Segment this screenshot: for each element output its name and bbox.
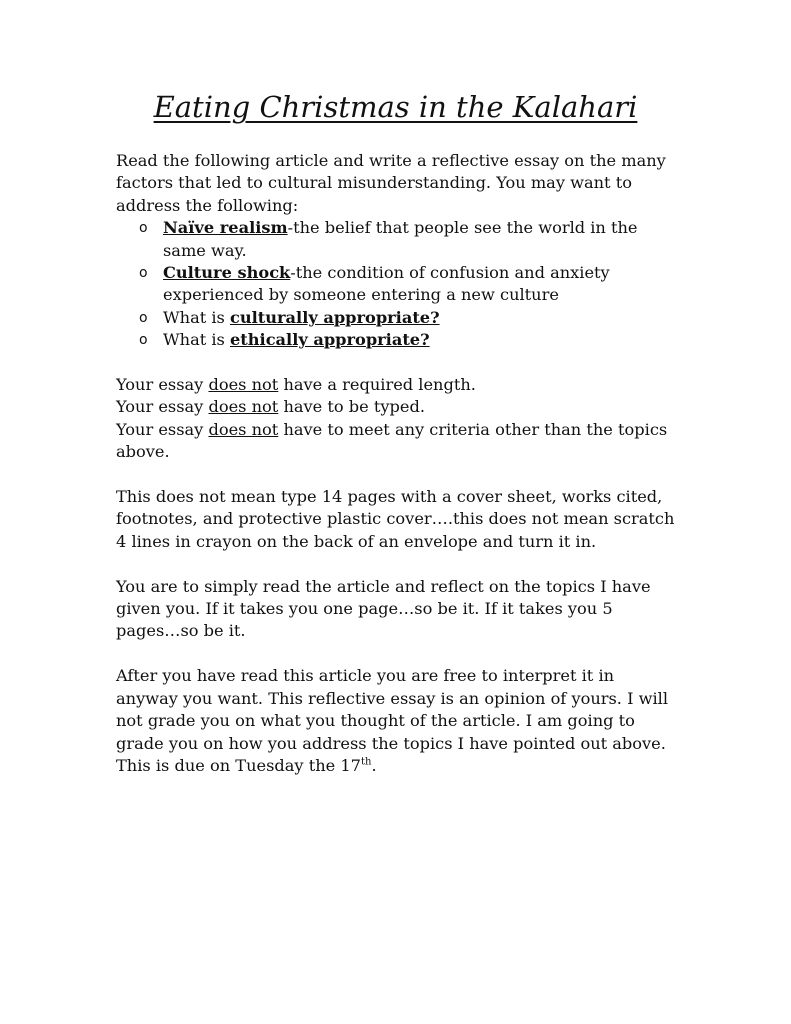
topic-description: -the belief that people see the world in the same way.: [163, 218, 638, 260]
topic-item-naive-realism: [139, 217, 676, 262]
requirement-text: have to be typed.: [278, 397, 425, 417]
topic-term: Culture shock: [163, 263, 291, 283]
topic-description: -the condition of confusion and anxiety experienced by someone entering a new culture: [163, 263, 610, 305]
intro-paragraph: Read the following article and write a reflective essay on the many factors that led to cultural misunderstanding. You may want to address the following:: [116, 151, 666, 215]
paragraph-gap: [116, 643, 676, 665]
topic-prefix: What is: [163, 330, 230, 350]
grading-text: After you have read this article you are free to interpret it in anyway you want. This reflective essay is an opinion of yours. I will not grade you on what you thought of the article. I am going to grade you on how you address the topics I have pointed out above. This is due on Tuesday the 17: [116, 666, 669, 775]
paragraph-gap: [116, 352, 676, 374]
topic-term: Naïve realism: [163, 218, 288, 238]
requirement-text: have a required length.: [278, 375, 476, 395]
instructions-paragraph: You are to simply read the article and reflect on the topics I have given you. If it takes you one page…so be it. If it takes you 5 pages…so be it.: [116, 576, 651, 641]
requirement-emphasis: does not: [208, 375, 279, 395]
requirement-line-criteria: [116, 419, 676, 464]
page-title: Eating Christmas in the Kalahari: [153, 90, 638, 124]
requirement-text: have to meet any criteria other than the topics above.: [116, 419, 668, 462]
topic-term: ethically appropriate?: [230, 330, 430, 350]
grading-paragraph: [116, 665, 676, 777]
bullet-mark: o: [139, 332, 148, 349]
bullet-mark: o: [139, 220, 148, 237]
document-body: [116, 150, 676, 777]
topic-item-culture-shock: [139, 262, 676, 307]
requirement-line-length: [116, 374, 676, 396]
requirement-line-typed: [116, 396, 676, 418]
topic-item-ethically-appropriate: [139, 329, 676, 351]
topic-item-culturally-appropriate: [139, 307, 676, 329]
requirement-emphasis: does not: [208, 397, 279, 417]
requirement-text: Your essay: [116, 375, 209, 395]
bullet-mark: o: [139, 265, 148, 282]
topic-prefix: What is: [163, 307, 230, 327]
length-paragraph: This does not mean type 14 pages with a cover sheet, works cited, footnotes, and protective plastic cover….this does not mean scratch 4 lines in crayon on the back of an envelope and turn it in.: [116, 487, 675, 551]
grading-period: .: [371, 755, 377, 775]
requirement-text: Your essay: [116, 419, 209, 439]
date-superscript: th: [360, 756, 372, 768]
topic-list: [116, 217, 676, 351]
requirement-text: Your essay: [116, 397, 209, 417]
requirement-emphasis: does not: [208, 419, 279, 439]
bullet-mark: o: [139, 309, 148, 326]
topic-term: culturally appropriate?: [230, 307, 440, 327]
paragraph-gap: [116, 464, 676, 486]
paragraph-gap: [116, 553, 676, 575]
